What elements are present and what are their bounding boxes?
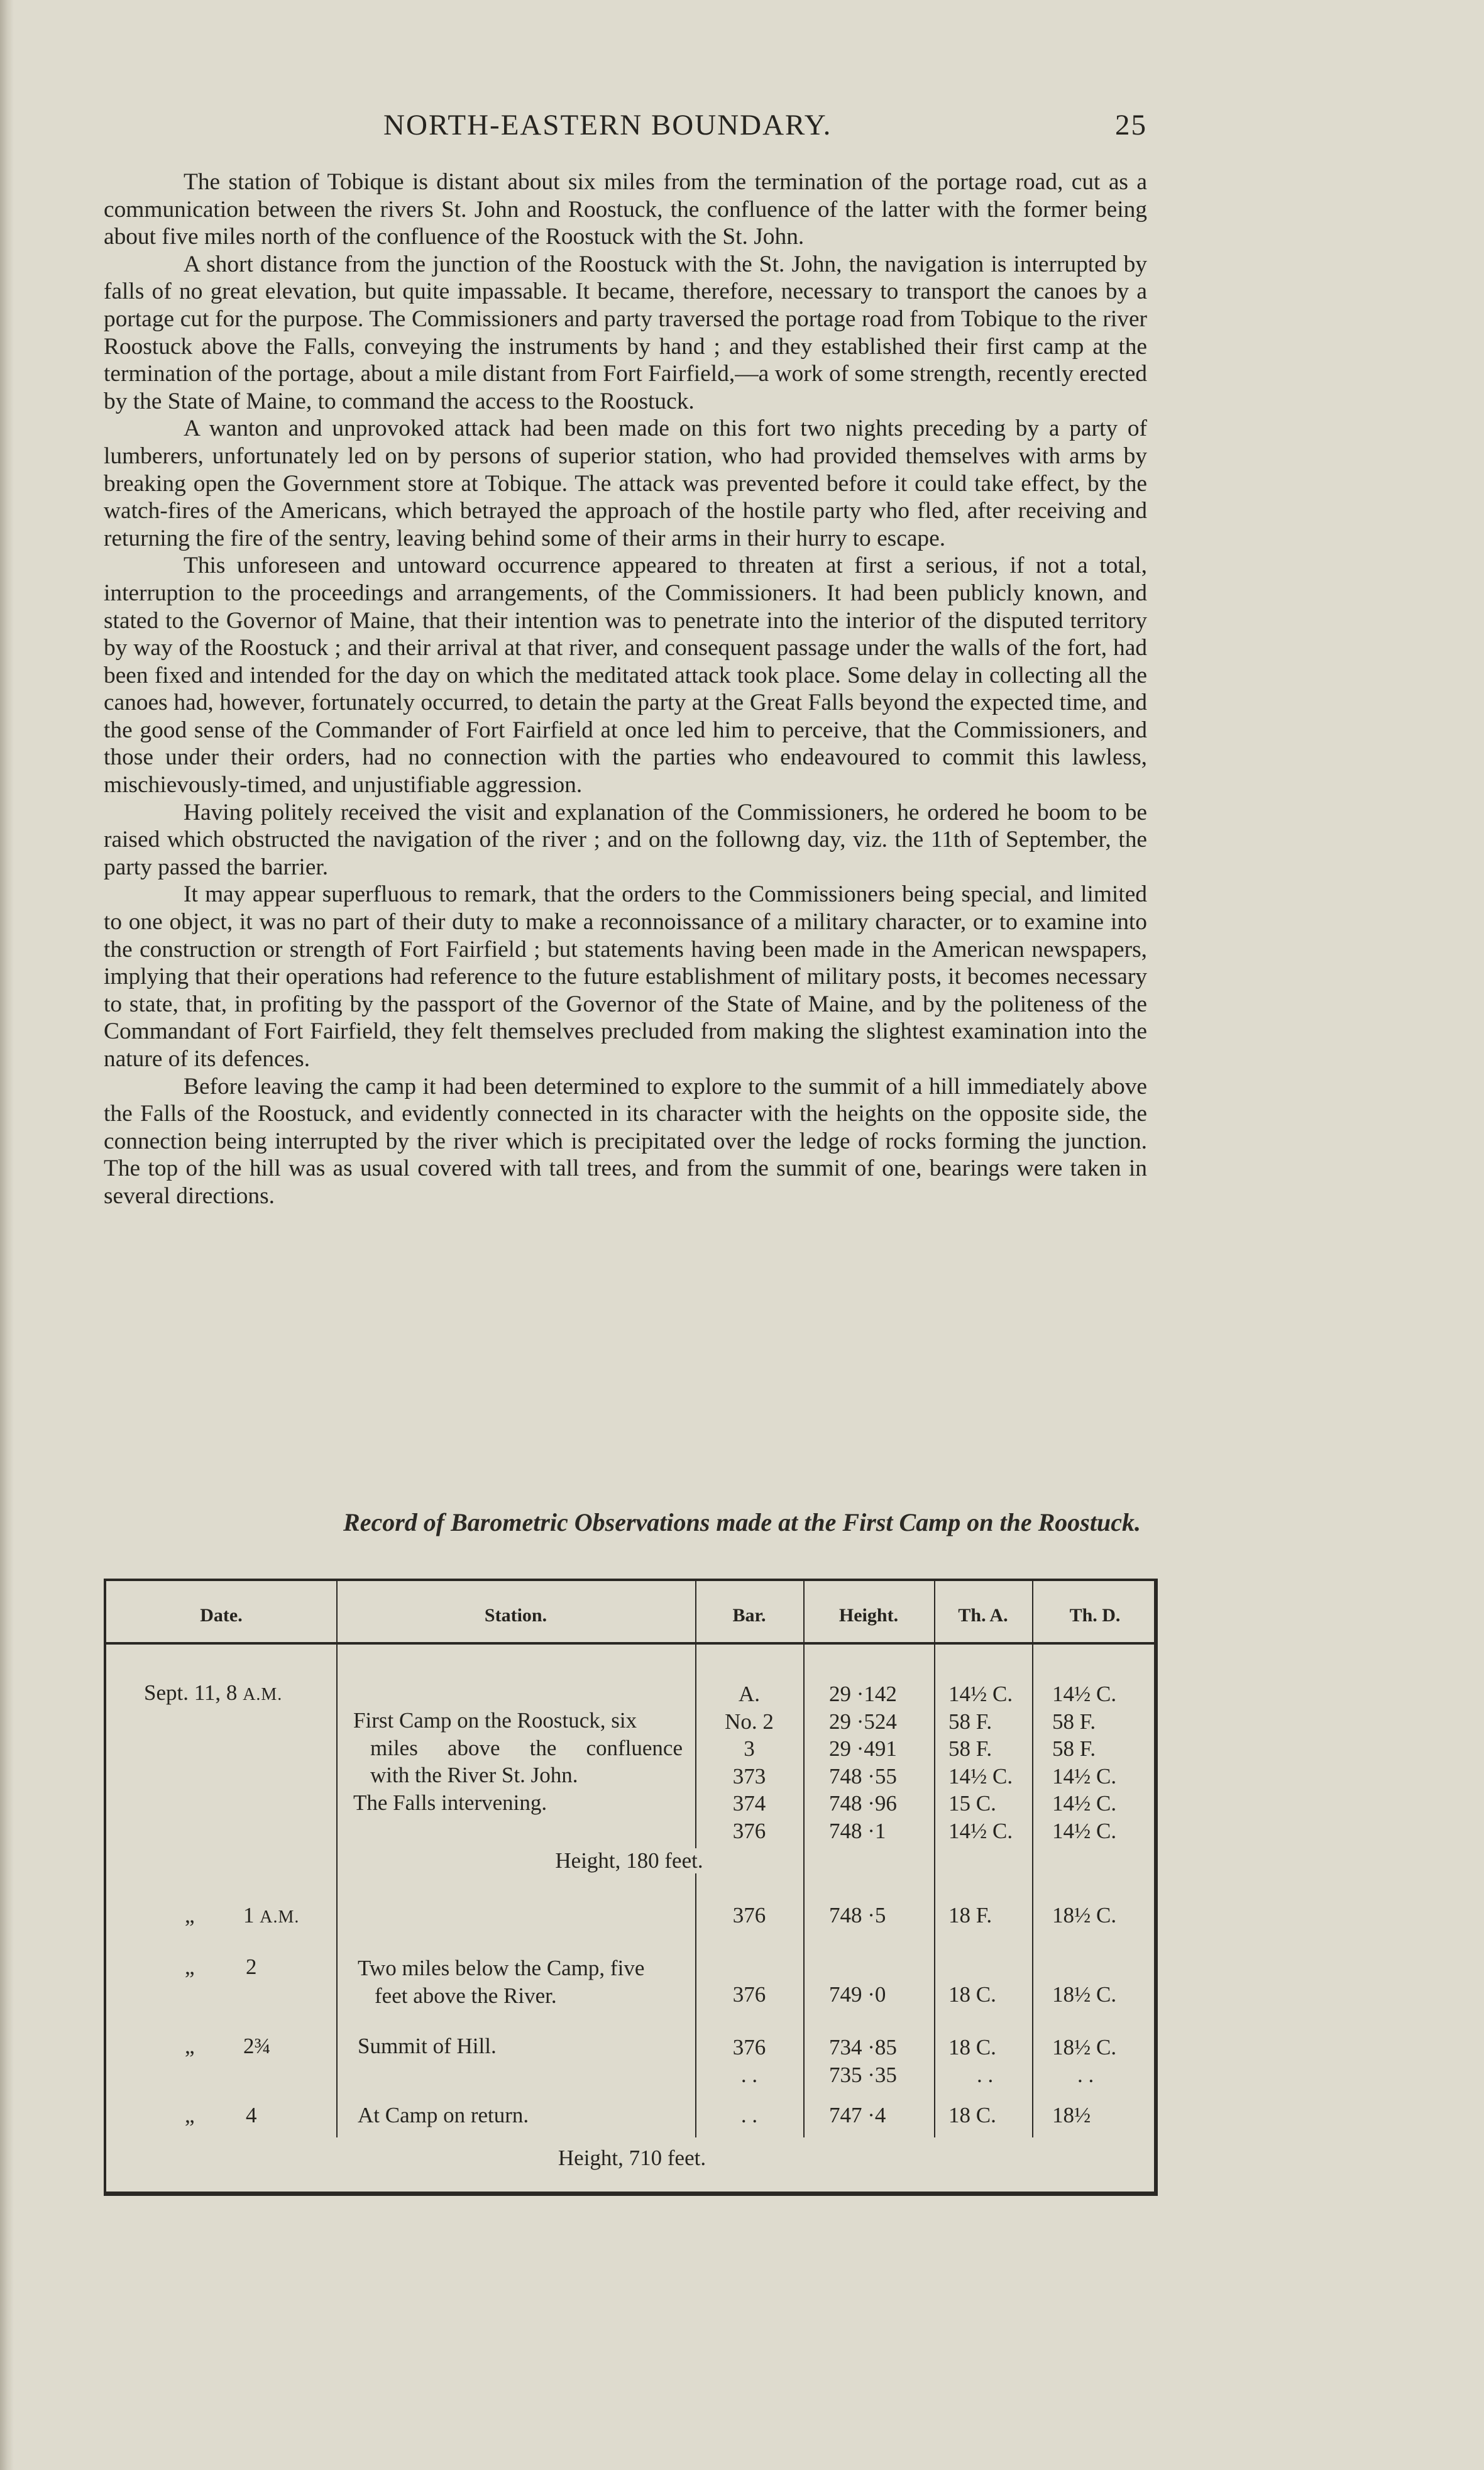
column-divider — [934, 1581, 935, 2137]
th-a-cell: 18 F. — [948, 1903, 992, 1927]
time-cell: 2¾ — [243, 2034, 271, 2058]
height-cell: 29 ·142 29 ·524 29 ·491 748 ·55 748 ·96 748 ·1 — [829, 1682, 897, 1843]
column-header: Station. — [484, 1605, 547, 1626]
paragraph: The station of Tobique is distant about six miles from the termination of the portage road, cut as a communication between the rivers St. John and Roostuck, the confluence of the latter with the former being about five miles north of the confluence of the Roostuck with the St. John. — [104, 169, 1147, 250]
ditto-mark: „ — [185, 1954, 195, 1979]
station-line: The Falls intervening. — [353, 1790, 547, 1815]
bar-cell: 376 . . — [732, 2035, 766, 2087]
time-cell: 2 — [246, 1954, 257, 1979]
paragraph: It may appear superfluous to remark, that the orders to the Commissioners being special, and limited to one object, it was no part of their duty to make a reconnoissance of a military character, or to examine into the construction or strength of Fort Fairfield ; but statements having been made in the American newspapers, implying that their operations had reference to the future establishment of military posts, it becomes necessary to state, that, in profiting by the passport of the Governor of the State of Maine, and by the politeness of the Commandant of Fort Fairfield, they felt themselves precluded from making the slightest examination into the nature of its defences. — [104, 881, 1147, 1072]
paragraph: A short distance from the junction of the Roostuck with the St. John, the navigation is interrupted by falls of no great elevation, but quite impassable. It became, therefore, necessary to transport the canoes by a portage cut for the purpose. The Commissioners and party traversed the portage road from Tobique to the river Roostuck above the Falls, conveying the instruments by hand ; and they established their first camp at the termination of the portage, about a mile distant from Fort Fairfield,—a work of some strength, recently erected by the State of Maine, to command the access to the Roostuck. — [104, 251, 1147, 414]
column-header: Bar. — [732, 1605, 766, 1626]
paragraph: A wanton and unprovoked attack had been made on this fort two nights preceding by a party of lumberers, unfortunately led on by persons of superior station, who had provided themselves with arms by breaking open the Government store at Tobique. The attack was prevented before it could take effect, by the watch-fires of the Americans, which betrayed the approach of the hostile party who fled, after receiving and returning the fire of the sentry, leaving behind some of their arms in their hurry to escape. — [104, 416, 1147, 551]
height-cell: 747 ·4 — [829, 2103, 886, 2127]
barometric-table — [104, 1579, 1158, 2196]
height-note: Height, 710 feet. — [558, 2146, 706, 2170]
th-a-cell: 18 C. — [948, 1982, 996, 2007]
station-cell: Summit of Hill. — [358, 2034, 497, 2058]
page-number: 25 — [1115, 109, 1147, 141]
ditto-mark: „ — [185, 1903, 195, 1927]
column-divider — [803, 1581, 805, 2137]
th-a-cell: 18 C. — [948, 2103, 996, 2127]
column-header: Th. D. — [1069, 1605, 1121, 1626]
paragraph: Before leaving the camp it had been determined to explore to the summit of a hill immediately above the Falls of the Roostuck, and evidently connected in its character with the heights on the opposite side, the connection being interrupted by the river which is precipitated over the ledge of rocks forming the junction. The top of the hill was as usual covered with tall trees, and from the summit of one, bearings were taken in several directions. — [104, 1073, 1147, 1209]
height-note: Height, 180 feet. — [540, 1848, 718, 1873]
station-cell: At Camp on return. — [358, 2103, 529, 2127]
running-header — [104, 108, 1147, 152]
body-text — [104, 168, 1147, 1210]
th-a-cell: 14½ C. 58 F. 58 F. 14½ C. 15 C. 14½ C. — [948, 1682, 1013, 1843]
height-cell: 748 ·5 — [829, 1903, 886, 1927]
height-cell: 734 ·85 735 ·35 — [829, 2035, 897, 2087]
ditto-mark: „ — [185, 2034, 195, 2058]
bar-cell: 376 — [732, 1903, 766, 1927]
column-header: Date. — [200, 1605, 243, 1626]
station-cell — [353, 1707, 683, 1816]
bar-cell: 376 — [732, 1982, 766, 2007]
column-divider — [336, 1581, 338, 2137]
station-cell: Two miles below the Camp, five feet above the River. — [358, 1956, 645, 2008]
page-spine-shadow — [0, 0, 14, 2470]
paragraph: Having politely received the visit and explanation of the Commissioners, he ordered he boom to be raised which obstructed the navigation of the river ; and on the followng day, viz. the 11th of September, the party passed the barrier. — [104, 799, 1147, 880]
th-a-cell: 18 C. . . — [948, 2035, 996, 2087]
header-title: NORTH-EASTERN BOUNDARY. — [383, 109, 832, 141]
column-header: Th. A. — [958, 1605, 1008, 1626]
th-d-cell: 18½ C. . . — [1052, 2035, 1117, 2087]
height-cell: 749 ·0 — [829, 1982, 886, 2007]
time-cell: 1 A.M. — [243, 1903, 300, 1927]
time-cell: 4 — [246, 2103, 257, 2127]
paragraph: This unforeseen and untoward occurrence appeared to threaten at first a serious, if not a total, interruption to the proceedings and arrangements, of the Commissioners. It had been publicly known, and stated to the Governor of Maine, that their intention was to penetrate into the interior of the disputed territory by way of the Roostuck ; and their arrival at that river, and consequent passage under the walls of the fort, had been fixed and intended for the day on which the meditated attack took place. Some delay in collecting all the canoes had, however, fortunately occurred, to detain the party at the Great Falls beyond the expected time, and the good sense of the Commander of Fort Fairfield at once led him to perceive, that the Commissioners, and those under their orders, had no connection with the parties who endeavoured to commit this lawless, mischievously-timed, and unjustifiable aggression. — [104, 553, 1147, 798]
th-d-cell: 18½ — [1052, 2103, 1091, 2127]
ditto-mark: „ — [185, 2103, 195, 2127]
table-caption: Record of Barometric Observations made at the First Camp on the Roostuck. — [343, 1508, 1141, 1536]
bar-cell: . . — [740, 2103, 758, 2127]
column-header: Height. — [838, 1605, 899, 1626]
header-rule — [106, 1642, 1154, 1645]
column-divider — [1032, 1581, 1033, 2137]
date-cell: Sept. 11, 8 A.M. — [144, 1680, 283, 1705]
station-line: First Camp on the Roostuck, six — [353, 1708, 637, 1733]
th-d-cell: 18½ C. — [1052, 1982, 1117, 2007]
station-line: with the River St. John. — [370, 1763, 578, 1787]
th-d-cell: 14½ C. 58 F. 58 F. 14½ C. 14½ C. 14½ C. — [1052, 1682, 1117, 1843]
bar-cell: A. No. 2 3 373 374 376 — [725, 1682, 774, 1843]
station-line: miles above the confluence — [370, 1735, 683, 1760]
th-d-cell: 18½ C. — [1052, 1903, 1117, 1927]
